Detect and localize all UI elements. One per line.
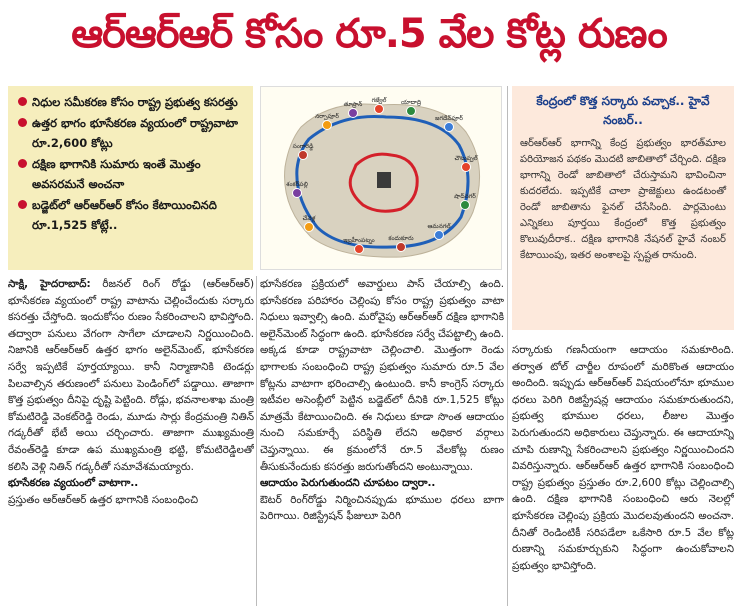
highlight-item (18, 92, 247, 112)
sub-heading: ఆదాయం పెరుగుతుందని చూపటం ద్వారా.. (260, 477, 436, 490)
location-pin-icon (407, 107, 416, 116)
article-column-1 (8, 276, 254, 606)
article-paragraph: ఔటర్ రింగ్‌రోడ్డు నిర్మించినప్పుడు భూముల ధరలు బాగా పెరిగాయి. రిజిస్ట్రేషన్ ఫీజులూ పెరిగి (260, 493, 504, 523)
highlight-item (18, 113, 247, 153)
bullet-dot-icon (18, 118, 27, 127)
highlights-list (18, 92, 247, 235)
column-divider (256, 276, 257, 606)
highlight-item (18, 195, 247, 235)
place-label: ఆమనగల్ (427, 223, 451, 230)
place-label: తూప్రాన్ (343, 101, 363, 108)
highlight-text: నిధుల సమీకరణ కోసం రాష్ట్ర ప్రభుత్వ కసరత్తు (32, 95, 238, 109)
location-pin-icon (293, 189, 302, 198)
highlight-text: ఉత్తర భాగం భూసేకరణ వ్యయంలో రాష్ట్రవాటా రూ.2,600 కోట్లు (32, 116, 238, 150)
rrr-map (260, 86, 502, 270)
location-pin-icon (461, 201, 470, 210)
headline: ఆర్‌ఆర్‌ఆర్ కోసం రూ.5 వేల కోట్ల రుణం (71, 11, 667, 57)
dateline: సాక్షి, హైదరాబాద్: (8, 278, 91, 290)
article-paragraph: సర్కారుకు గణనీయంగా ఆదాయం సమకూరింది. తర్వాత టోల్ చార్జీల రూపంలో మరికొంత ఆదాయం అందింది. ఇప్పుడు ఆర్‌ఆర్‌ఆర్ విషయంలోనూ భూముల ధరలు పెరిగి రిజిస్ట్రేషన్ల ఆదాయం సమకూరుతుందని, ప్రభుత్వ భూముల ధరలు, లీజుల మొత్తం పెరుగుతుందని అధికారులు చెప్తున్నారు. ఈ ఆదాయాన్ని చూపి రుణాన్ని సేకరించాలని ప్రభుత్వం నిర్ణయించిందని వివరిస్తున్నారు. ఆర్‌ఆర్‌ఆర్ ఉత్తర భాగానికి సంబంధించి రాష్ట్ర ప్రభుత్వం ప్రస్తుతం రూ.2,600 కోట్లు చెల్లించాల్సి ఉంది. దక్షిణ భాగానికి సంబంధించి ఆరు నెలల్లో భూసేకరణ చెల్లింపు ప్రక్రియ మొదలవుతుందని అంచనా. దీనితో రెండింటికీ సరిపడేలా ఒకేసారి రూ.5 వేల కోట్ల రుణాన్ని సమకూర్చుకుని సిద్ధంగా ఉంచుకోవాలని ప్రభుత్వం భావిస్తోంది. (512, 344, 734, 572)
article-paragraph: భూసేకరణ ప్రక్రియలో అవార్డులు పాస్ చేయాల్సి ఉంది. భూసేకరణ పరిహారం చెల్లింపు కోసం రాష్ట్ర ప్రభుత్వం వాటా నిధులు ఇవ్వాల్సి ఉంది. మరోవైపు ఆర్‌ఆర్‌ఆర్ దక్షిణ భాగానికి అలైన్‌మెంట్ సిద్ధంగా ఉంది. భూసేకరణ సర్వే చేపట్టాల్సి ఉంది. అక్కడ కూడా రాష్ట్రవాటా చెల్లించాలి. మొత్తంగా రెండు భాగాలకు సంబంధించి రాష్ట్ర ప్రభుత్వం సుమారు రూ.5 వేల కోట్లను వాటాగా భరించాల్సి ఉంటుంది. కానీ కాంగ్రెస్ సర్కారు ఇటీవల అసెంబ్లీలో పెట్టిన బడ్జెట్‌లో దీనికి రూ.1,525 కోట్లు మాత్రమే కేటాయించింది. ఈ నిధులు కూడా సొంత ఆదాయం నుంచి సమకూర్చే పరిస్థితి లేదని అధికార వర్గాలు చెప్తున్నాయి. ఈ క్రమంలోనే రూ.5 వేలకోట్ల రుణం తీసుకునేందుకు కసరత్తు జరుగుతోందని అంటున్నాయి. (260, 278, 504, 473)
article-paragraph (8, 276, 254, 475)
place-label: సంగారెడ్డి (292, 143, 314, 150)
article-column-2 (260, 276, 504, 606)
location-pin-icon (445, 123, 454, 132)
place-label: ఇబ్రహీంపట్నం (343, 237, 375, 244)
location-pin-icon (299, 151, 308, 160)
sidebar-heading: కేంద్రంలో కొత్త సర్కారు వచ్చాక.. హైవే నంబర్.. (536, 94, 710, 127)
location-pin-icon (323, 121, 332, 130)
place-label: యాదాద్రి (400, 99, 422, 106)
sub-heading: భూసేకరణ వ్యయంలో వాటాగా.. (8, 477, 139, 490)
location-pin-icon (462, 163, 471, 172)
place-label: జగదేవ్‌పూర్ (435, 115, 463, 122)
charminar-icon (377, 172, 391, 188)
highlight-text: బడ్జెట్‌లో ఆర్‌ఆర్‌ఆర్ కోసం కేటాయించినది రూ.1,525 కోట్లే.. (32, 198, 217, 232)
place-label: కందుకూరు (388, 235, 414, 242)
paragraph-text: రీజనల్ రింగ్ రోడ్డు (ఆర్‌ఆర్‌ఆర్) భూసేకరణ వ్యయంలో రాష్ట్ర వాటాను చెల్లించేందుకు సర్కారు కసరత్తు చేస్తోంది. ఇందుకోసం రుణం సేకరించాలని భావిస్తోంది. తద్వారా పనులు వేగంగా సాగేలా చూడాలని నిర్ణయించింది. నిజానికి ఆర్‌ఆర్‌ఆర్ ఉత్తర భాగం అలైన్‌మెంట్, భూసేకరణ సర్వే ఇప్పటికే పూర్తయ్యాయి. కానీ నిర్మాణానికి టెండర్లు పిలవాల్సిన తరుణంలో పనులు పెండింగ్‌లో పడ్డాయి. తాజాగా కొత్త ప్రభుత్వం దీనిపై దృష్టి పెట్టింది. రోడ్లు, భవనాలశాఖ మంత్రి కోమటిరెడ్డి వెంకట్‌రెడ్డి రెండు, మూడు సార్లు కేంద్రమంత్రి నితిన్ గడ్కరీతో భేటీ అయి చర్చించారు. తాజాగా ముఖ్యమంత్రి రేవంత్‌రెడ్డి కూడా ఉప ముఖ్యమంత్రి భట్టి, కోమటిరెడ్డిలతో కలిసి వెళ్లి నితిన్ గడ్కరీతో సమావేశమయ్యారు. (8, 278, 254, 473)
sidebar-body: ఆర్‌ఆర్‌ఆర్ భాగాన్ని కేంద్ర ప్రభుత్వం భారత్‌మాల పరియోజన పథకం మొదటి జాబితాలో చేర్చింది. దక్షిణ భాగాన్ని రెండో జాబితాలో చేరుస్తామని భావించినా కుదరలేదు. ఇప్పటికే చాలా ప్రాజెక్టులు ఉండటంతో రెండో జాబితాను ఫైనల్ చేసేసింది. పార్లమెంటు ఎన్నికలు పూర్తయి కేంద్రంలో కొత్త ప్రభుత్వం కొలువుదీరాక.. దక్షిణ భాగానికి నేషనల్ హైవే నంబర్ కేటాయింపు, ఇతర అంశాలపై స్పష్టత రానుంది. (520, 138, 726, 261)
place-label: నర్సాపూర్ (315, 113, 339, 120)
column-divider (507, 86, 508, 606)
location-pin-icon (305, 223, 314, 232)
rrr-map-graphic (261, 87, 501, 269)
place-label: చౌటుప్పల్ (454, 155, 478, 162)
sidebar-box (512, 86, 734, 330)
location-pin-icon (349, 109, 358, 118)
location-pin-icon (355, 245, 364, 254)
bullet-dot-icon (18, 200, 27, 209)
place-label: చేవెళ్ల (302, 215, 316, 222)
place-label: గజ్వేల్ (371, 97, 387, 104)
bullet-dot-icon (18, 159, 27, 168)
highlights-box (8, 86, 253, 270)
location-pin-icon (375, 105, 384, 114)
location-pin-icon (435, 231, 444, 240)
highlight-text: దక్షిణ భాగానికి సుమారు ఇంతే మొత్తం అవసరమనే అంచనా (32, 157, 201, 191)
place-label: శంకర్‌పల్లి (286, 181, 308, 188)
article-paragraph: ప్రస్తుతం ఆర్‌ఆర్‌ఆర్ ఉత్తర భాగానికి సంబంధించి (8, 493, 199, 506)
highlight-item (18, 154, 247, 194)
article-column-3 (512, 342, 734, 606)
location-pin-icon (397, 243, 406, 252)
place-label: షాద్‌నగర్ (454, 193, 476, 200)
bullet-dot-icon (18, 97, 27, 106)
